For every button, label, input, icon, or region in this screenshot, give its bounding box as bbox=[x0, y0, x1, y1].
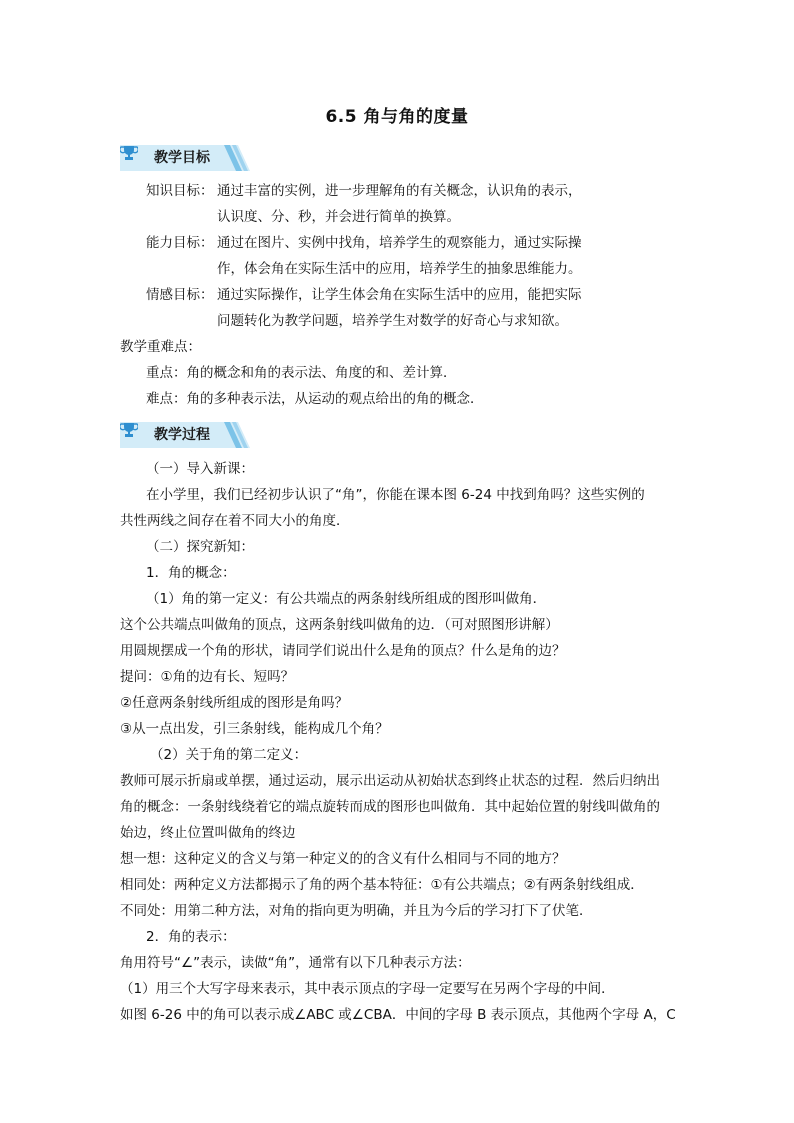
section-title-objectives: 教学目标 bbox=[154, 150, 210, 166]
body-line: 想一想：这种定义的含义与第一种定义的的含义有什么相同与不同的地方？ bbox=[120, 851, 566, 867]
objective-line: 通过丰富的实例，进一步理解角的有关概念，认识角的表示， bbox=[217, 183, 582, 199]
body-line: 不同处：用第二种方法，对角的指向更为明确，并且为今后的学习打下了伏笔． bbox=[120, 903, 593, 919]
body-line: 2．角的表示： bbox=[146, 929, 236, 945]
body-line: 如图 6-26 中的角可以表示成∠ABC 或∠CBA．中间的字母 B 表示顶点，其他两个字母 A，C bbox=[120, 1007, 676, 1023]
body-line: 相同处：两种定义方法都揭示了角的两个基本特征：①有公共端点；②有两条射线组成． bbox=[120, 877, 644, 893]
body-line: 教师可展示折扇或单摆，通过运动，展示出运动从初始状态到终止状态的过程．然后归纳出 bbox=[120, 773, 660, 789]
body-line: ③从一点出发，引三条射线，能构成几个角？ bbox=[120, 721, 389, 737]
body-line: ②任意两条射线所组成的图形是角吗？ bbox=[120, 695, 349, 711]
body-line: 用圆规摆成一个角的形状，请同学们说出什么是角的顶点？什么是角的边？ bbox=[120, 643, 566, 659]
body-line: 始边，终止位置叫做角的终边 bbox=[120, 825, 296, 841]
body-line: （一）导入新课： bbox=[146, 461, 254, 477]
body-line: 1．角的概念： bbox=[146, 565, 236, 581]
trophy-icon bbox=[120, 422, 138, 438]
objective-line: 作，体会角在实际生活中的应用，培养学生的抽象思维能力。 bbox=[217, 261, 582, 277]
body-line: （1）角的第一定义：有公共端点的两条射线所组成的图形叫做角． bbox=[146, 591, 547, 607]
objective-line: 通过实际操作，让学生体会角在实际生活中的应用，能把实际 bbox=[217, 287, 582, 303]
body-line: 提问：①角的边有长、短吗？ bbox=[120, 669, 295, 685]
section-banner-objectives bbox=[120, 145, 250, 171]
objective-label: 知识目标： bbox=[146, 183, 214, 199]
section-banner-process bbox=[120, 422, 250, 448]
body-line: （1）用三个大写字母来表示，其中表示顶点的字母一定要写在另两个字母的中间． bbox=[120, 981, 615, 997]
body-line: 这个公共端点叫做角的顶点，这两条射线叫做角的边．（可对照图形讲解） bbox=[120, 617, 559, 633]
body-line: （二）探究新知： bbox=[146, 539, 254, 555]
hard-point: 难点：角的多种表示法，从运动的观点给出的角的概念． bbox=[146, 391, 484, 407]
page-title: 6.5 角与角的度量 bbox=[325, 107, 469, 127]
objective-line: 问题转化为教学问题，培养学生对数学的好奇心与求知欲。 bbox=[217, 313, 568, 329]
section-title-process: 教学过程 bbox=[154, 427, 210, 443]
objective-line: 通过在图片、实例中找角，培养学生的观察能力，通过实际操 bbox=[217, 235, 582, 251]
body-line: （2）关于角的第二定义： bbox=[150, 747, 308, 763]
body-line: 共性两线之间存在着不同大小的角度． bbox=[120, 513, 350, 529]
body-line: 角的概念：一条射线绕着它的端点旋转而成的图形也叫做角．其中起始位置的射线叫做角的 bbox=[120, 799, 660, 815]
key-point: 重点：角的概念和角的表示法、角度的和、差计算． bbox=[146, 365, 457, 381]
body-line: 在小学里，我们已经初步认识了“角”，你能在课本图 6-24 中找到角吗？这些实例的 bbox=[146, 487, 645, 503]
trophy-icon bbox=[120, 145, 138, 161]
objective-label: 能力目标： bbox=[146, 235, 214, 251]
objective-line: 认识度、分、秒，并会进行简单的换算。 bbox=[217, 209, 460, 225]
body-line: 角用符号“∠”表示，读做“角”，通常有以下几种表示方法： bbox=[120, 955, 471, 971]
objective-label: 情感目标： bbox=[146, 287, 214, 303]
difficulty-heading: 教学重难点： bbox=[120, 339, 201, 355]
